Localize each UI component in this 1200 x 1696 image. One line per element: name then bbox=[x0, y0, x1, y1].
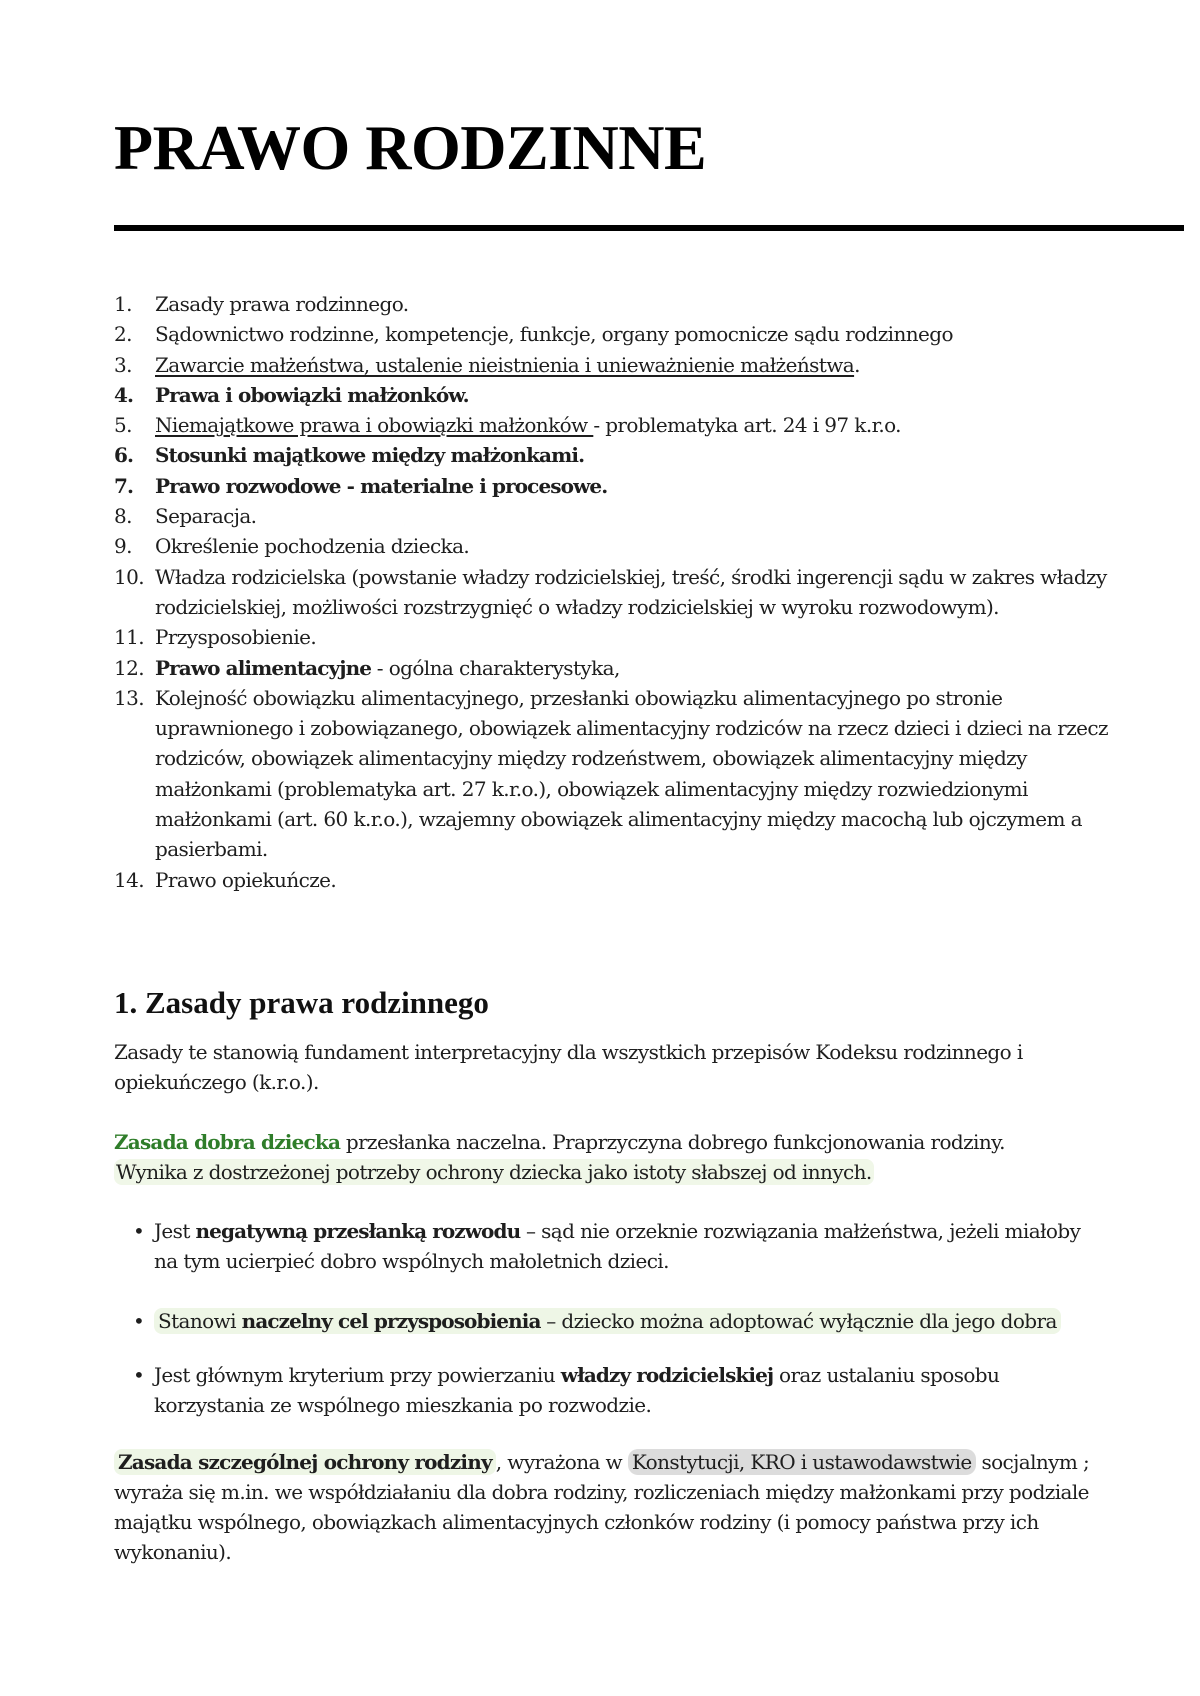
title-divider bbox=[114, 225, 1184, 231]
toc-item bbox=[114, 350, 1114, 380]
toc-text: Prawa i obowiązki małżonków. bbox=[155, 382, 469, 407]
toc-number: 8. bbox=[114, 504, 132, 529]
section-heading: 1. Zasady prawa rodzinnego bbox=[114, 985, 489, 1020]
toc-item bbox=[114, 562, 1114, 623]
bullet-icon: • bbox=[133, 1363, 145, 1387]
toc-text: Zasady prawa rodzinnego. bbox=[155, 292, 409, 316]
toc-text-tail: . bbox=[854, 352, 860, 377]
bullet-icon: • bbox=[133, 1309, 145, 1333]
toc-item bbox=[114, 319, 1114, 349]
toc-item bbox=[114, 289, 1114, 319]
toc-number: 11. bbox=[114, 625, 145, 650]
bullet-icon: • bbox=[133, 1219, 145, 1243]
bullet-text: – sąd nie orzeknie rozwiązania małżeństwa, jeżeli miałoby na tym ucierpieć dobro wspólnych małoletnich dzieci. bbox=[154, 1219, 1081, 1273]
toc-text-tail: - ogólna charakterystyka, bbox=[371, 655, 620, 680]
toc-number: 6. bbox=[114, 443, 134, 468]
highlighted-bullet bbox=[154, 1308, 1061, 1334]
bullet-bold-text: naczelny cel przysposobienia bbox=[241, 1309, 541, 1333]
toc-number: 4. bbox=[114, 382, 134, 407]
toc-link[interactable]: Zawarcie małżeństwa, ustalenie nieistnienia i unieważnienie małżeństwa bbox=[155, 352, 855, 377]
principle-text: socjalnym ; wyraża się m.in. we współdziałaniu dla dobra rodziny, rozliczeniach między małżonkami przy podziale majątku wspólnego, obowiązkach alimentacyjnych członków rodziny (i pomocy państwa przy ich wykonaniu). bbox=[114, 1450, 1090, 1564]
toc-text: Władza rodzicielska (powstanie władzy rodzicielskiej, treść, środki ingerencji sądu w zakres władzy rodzicielskiej, możliwości rozstrzygnięć o władzy rodzicielskiej w wyroku rozwodowym). bbox=[155, 564, 1107, 619]
document-title: PRAWO RODZINNE bbox=[114, 112, 707, 183]
toc-item bbox=[114, 410, 1114, 440]
toc-number: 12. bbox=[114, 655, 145, 680]
principle-text: przesłanka naczelna. Praprzyczyna dobrego funkcjonowania rodziny. bbox=[340, 1130, 1005, 1154]
toc-item bbox=[114, 471, 1114, 501]
bullet-text: Stanowi bbox=[158, 1309, 242, 1333]
toc-text: Kolejność obowiązku alimentacyjnego, przesłanki obowiązku alimentacyjnego po stronie uprawnionego i zobowiązanego, obowiązek alimentacyjny rodziców na rzecz dzieci i dzieci na rzecz rodziców, obowiązek alimentacyjny między rodzeństwem, obowiązek alimentacyjny między małżonkami (problematyka art. 27 k.r.o.), obowiązek alimentacyjny między rozwiedzionymi małżonkami (art. 60 k.r.o.), wzajemny obowiązek alimentacyjny między macochą lub ojczymem a pasierbami. bbox=[155, 685, 1108, 862]
toc-number: 3. bbox=[114, 352, 132, 377]
highlighted-text: Wynika z dostrzeżonej potrzeby ochrony dziecka jako istoty słabszej od innych. bbox=[116, 1160, 872, 1184]
list-item bbox=[114, 1360, 1104, 1420]
toc-number: 9. bbox=[114, 534, 132, 559]
toc-number: 13. bbox=[114, 685, 145, 710]
highlighted-text: Konstytucji, KRO i ustawodawstwie bbox=[628, 1449, 976, 1475]
toc-text: Separacja. bbox=[155, 504, 257, 529]
toc-item bbox=[114, 501, 1114, 531]
toc-number: 2. bbox=[114, 322, 132, 347]
toc-number: 5. bbox=[114, 413, 132, 438]
principle-term: Zasada szczególnej ochrony rodziny bbox=[114, 1449, 496, 1475]
toc-number: 7. bbox=[114, 473, 134, 498]
toc-text-tail: - problematyka art. 24 i 97 k.r.o. bbox=[593, 413, 901, 438]
toc-bold-text: Prawo alimentacyjne bbox=[155, 655, 372, 680]
bullet-text: – dziecko można adoptować wyłącznie dla jego dobra bbox=[540, 1309, 1057, 1333]
principle-term: Zasada dobra dziecka bbox=[114, 1130, 341, 1154]
bullet-bold-text: negatywną przesłanką rozwodu bbox=[195, 1219, 521, 1243]
toc-number: 14. bbox=[114, 867, 145, 892]
bullet-text: oraz ustalaniu sposobu korzystania ze wspólnego mieszkania po rozwodzie. bbox=[154, 1363, 1000, 1417]
toc-text: Określenie pochodzenia dziecka. bbox=[155, 534, 470, 559]
toc-item bbox=[114, 622, 1114, 652]
principle-child-welfare bbox=[114, 1127, 1114, 1187]
toc-number: 10. bbox=[114, 564, 145, 589]
toc-item bbox=[114, 865, 1114, 895]
toc-item bbox=[114, 440, 1114, 470]
section-intro: Zasady te stanowią fundament interpretacyjny dla wszystkich przepisów Kodeksu rodzinnego i opiekuńczego (k.r.o.). bbox=[114, 1040, 1023, 1094]
toc-item bbox=[114, 380, 1114, 410]
principle-family-protection bbox=[114, 1447, 1114, 1567]
toc-item bbox=[114, 653, 1114, 683]
toc-item bbox=[114, 683, 1114, 865]
bullet-text: Jest bbox=[154, 1219, 196, 1243]
toc-text: Prawo opiekuńcze. bbox=[155, 867, 337, 892]
toc-text: Stosunki majątkowe między małżonkami. bbox=[155, 443, 585, 468]
bullet-bold-text: władzy rodzicielskiej bbox=[560, 1363, 774, 1387]
toc-link[interactable]: Niemajątkowe prawa i obowiązki małżonków bbox=[155, 413, 594, 438]
toc-item bbox=[114, 531, 1114, 561]
principle-text: , wyrażona w bbox=[495, 1450, 628, 1474]
toc-text: Prawo rozwodowe - materialne i procesowe. bbox=[155, 473, 608, 498]
toc-number: 1. bbox=[114, 292, 132, 316]
list-item bbox=[114, 1306, 1104, 1336]
list-item bbox=[114, 1216, 1104, 1276]
toc-text: Sądownictwo rodzinne, kompetencje, funkcje, organy pomocnicze sądu rodzinnego bbox=[155, 322, 953, 347]
toc-text: Przysposobienie. bbox=[155, 625, 317, 650]
bullet-text: Jest głównym kryterium przy powierzaniu bbox=[154, 1363, 561, 1387]
table-of-contents bbox=[114, 289, 1114, 895]
